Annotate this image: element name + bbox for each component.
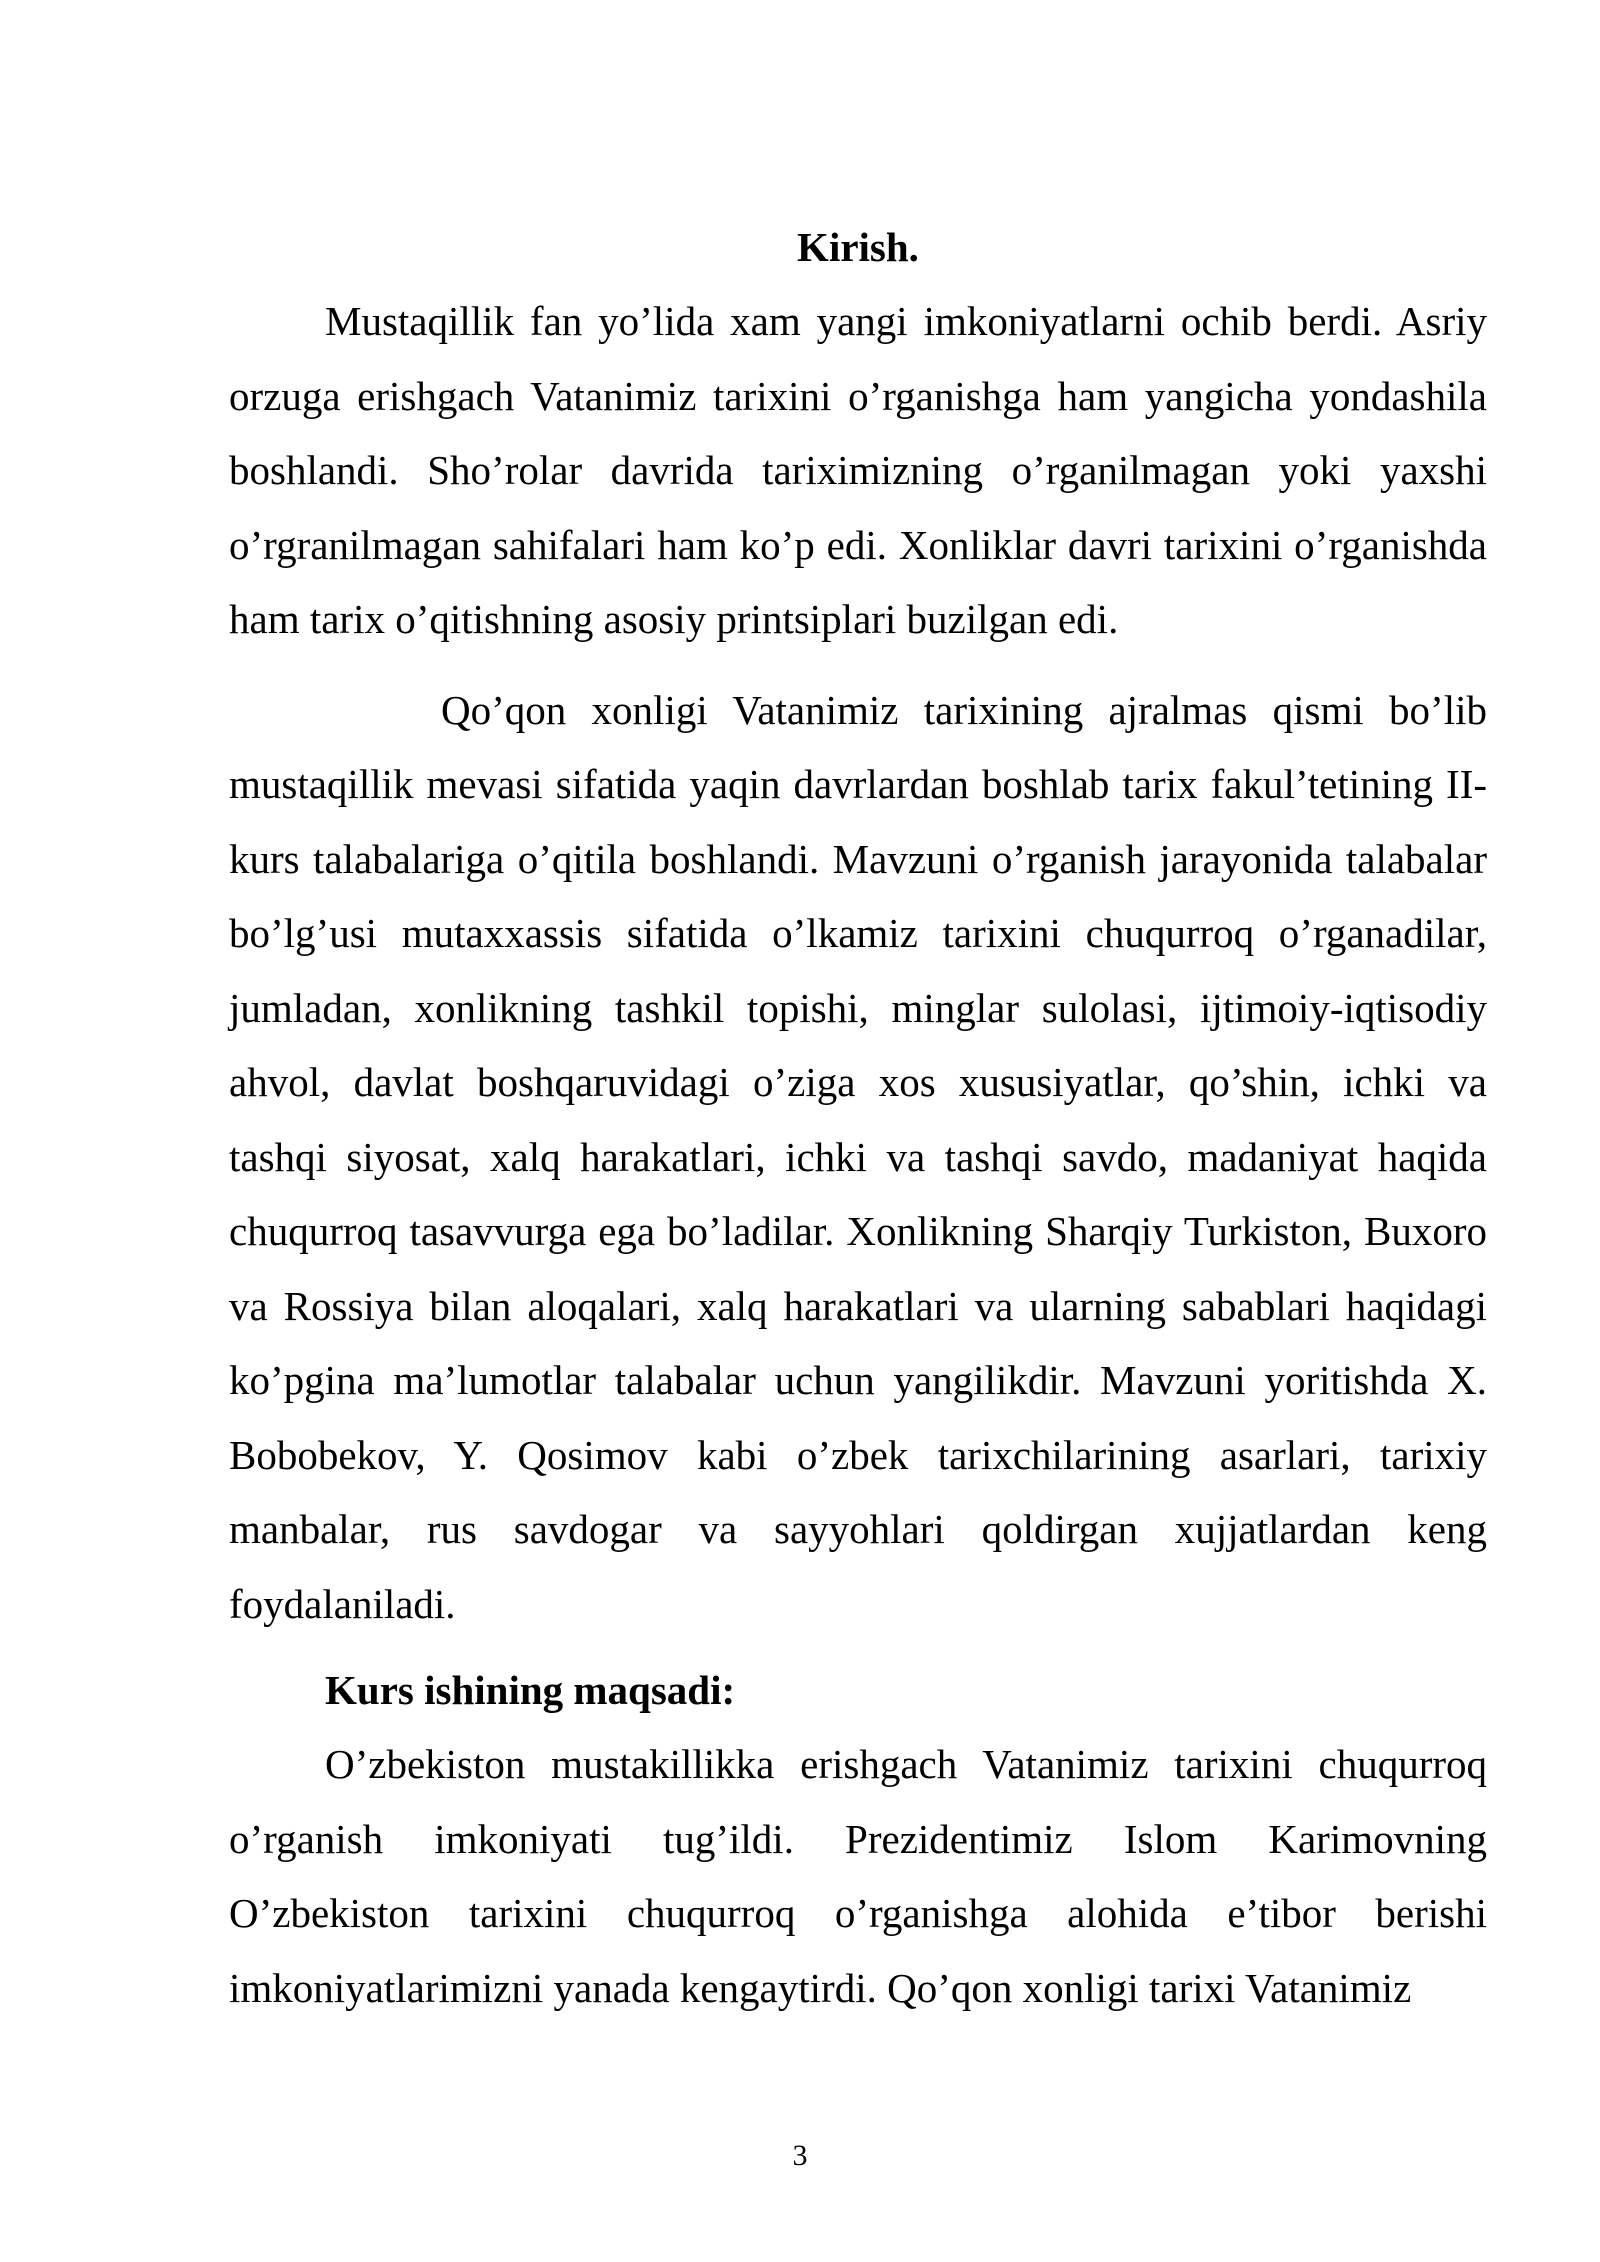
page-title: Kirish. (797, 224, 919, 270)
paragraph-kokand-khanate: Qo’qon xonligi Vatanimiz tarixining ajralmas qismi bo’lib mustaqillik mevasi sifatida yaqin davrlardan boshlab tarix fakul’tetining II-kurs talabalariga o’qitila boshlandi. Mavzuni o’rganish jarayonida talabalar bo’lg’usi mutaxxassis sifatida o’lkamiz tarixini chuqurroq o’rganadilar, jumladan, xonlikning tashkil topishi, minglar sulolasi, ijtimoiy-iqtisodiy ahvol, davlat boshqaruvidagi o’ziga xos xususiyatlar, qo’shin, ichki va tashqi siyosat, xalq harakatlari, ichki va tashqi savdo, madaniyat haqida chuqurroq tasavvurga ega bo’ladilar. Xonlikning Sharqiy Turkiston, Buxoro va Rossiya bilan aloqalari, xalq harakatlari va ularning sabablari haqidagi ko’pgina ma’lumotlar talabalar uchun yangilikdir. Mavzuni yoritishda X. Bobobekov, Y. Qosimov kabi o’zbek tarixchilarining asarlari, tarixiy manbalar, rus savdogar va sayyohlari qoldirgan xujjatlardan keng foydalaniladi. (229, 686, 1487, 1627)
paragraph-purpose: O’zbekiston mustakillikka erishgach Vatanimiz tarixini chuqurroq o’rganish imkoniyati tug’ildi. Prezidentimiz Islom Karimovning O’zbekiston tarixini chuqurroq o’rganishga alohida e’tibor berishi imkoniyatlarimizni yanada kengaytirdi. Qo’qon xonligi tarixi Vatanimiz (229, 1741, 1487, 2011)
page-number: 3 (792, 2139, 808, 2172)
paragraph-intro: Mustaqillik fan yo’lida xam yangi imkoniyatlarni ochib berdi. Asriy orzuga erishgach Vatanimiz tarixini o’rganishga ham yangicha yondashila boshlandi. Sho’rolar davrida tariximizning o’rganilmagan yoki yaxshi o’rgranilmagan sahifalari ham ko’p edi. Xonliklar davri tarixini o’rganishda ham tarix o’qitishning asosiy printsiplari buzilgan edi. (229, 298, 1487, 642)
text-column (229, 210, 1487, 2025)
section-heading: Kurs ishining maqsadi: (325, 1667, 736, 1713)
